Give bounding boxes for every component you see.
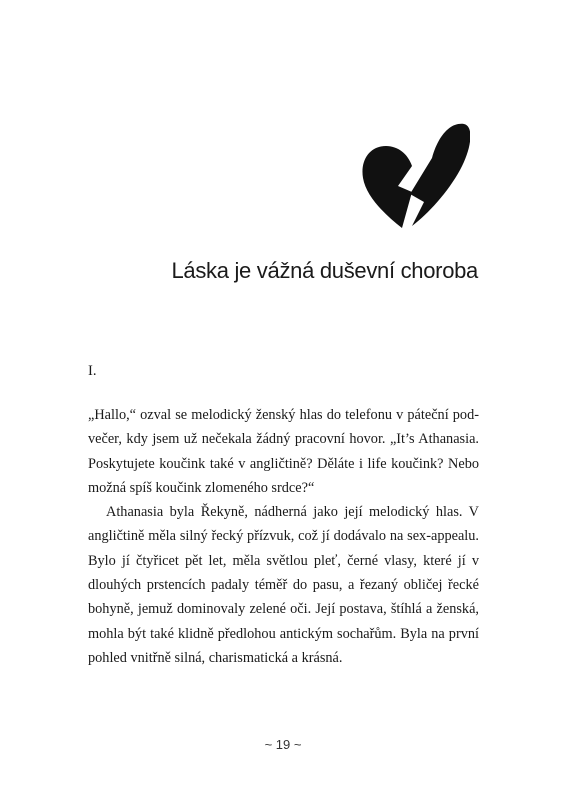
broken-heart-icon	[362, 122, 470, 232]
body-text	[88, 403, 479, 670]
heart-right-half-icon	[410, 124, 470, 226]
chapter-title: Láska je vážná duševní choroba	[171, 258, 478, 283]
paragraph: „Hallo,“ ozval se melodický ženský hlas do telefonu v páteční podvečer, kdy jsem už nečekala žádný pracovní hovor. „It’s Athanasia. Poskytujete koučink také v angličtině? Děláte i life koučink? Nebo možná spíš koučink zlomeného srdce?“	[88, 407, 479, 496]
page-number: ~ 19 ~	[264, 737, 302, 752]
paragraph: Athanasia byla Řekyně, nádherná jako její melodický hlas. V angličtině měla silný řecký přízvuk, což jí dodávalo na sex-appealu. Bylo jí čtyřicet pět let, měla světlou pleť, černé vlasy, které jí v dlouhých prstencích padaly téměř do pasu, a řezaný obličej řecké bohyně, jemuž dominovaly zelené oči. Její postava, štíhlá a ženská, mohla být také klidně předlohou antickým sochařům. Byla na první pohled vnitřně silná, charismatická a krásná.	[88, 504, 479, 666]
heart-left-half-icon	[362, 146, 412, 228]
section-number: I.	[88, 363, 97, 379]
